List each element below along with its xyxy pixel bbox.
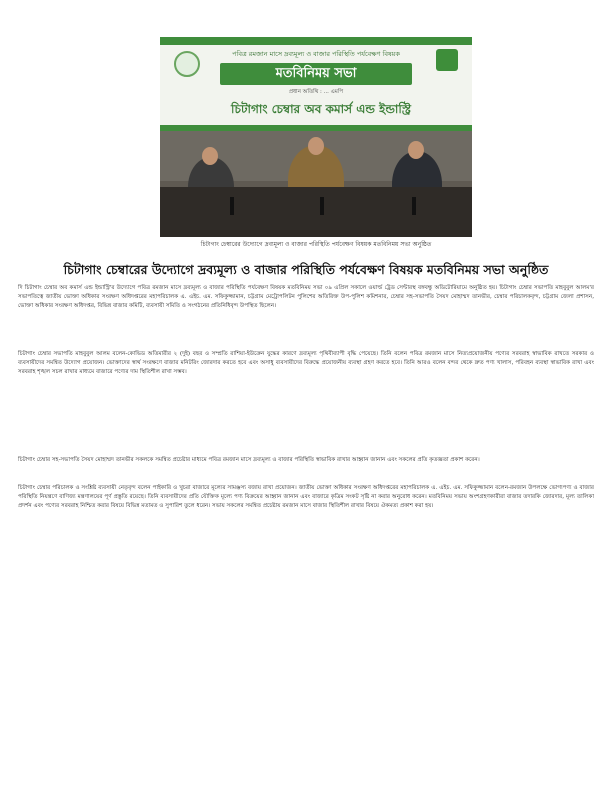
banner-top-stripe	[160, 37, 472, 45]
speaker-center-head	[308, 137, 324, 155]
speaker-right-head	[408, 141, 424, 159]
chamber-logo-icon	[174, 51, 200, 77]
article-headline: চিটাগাং চেম্বারের উদ্যোগে দ্রব্যমূল্য ও বাজার পরিস্থিতি পর্যবেক্ষণ বিষয়ক মতবিনিময় সভা অনুষ্ঠিত	[63, 262, 549, 277]
microphone-icon	[230, 197, 234, 215]
government-logo-icon	[436, 49, 458, 71]
article-paragraph: দি চিটাগাং চেম্বার অব কমার্স এন্ড ইন্ডাস্ট্রি'র উদ্যোগে পবিত্র রমজান মাসে দ্রব্যমূল্য ও বাজার পরিস্থিতি পর্যবেক্ষণ বিষয়ক মতবিনিময় সভা ০৯ এপ্রিল সকালে ওয়ার্ল্ড ট্রেড সেন্টারস্থ বঙ্গবন্ধু অডিটোরিয়ামে অনুষ্ঠিত হয়। চিটাগাং চেম্বার সভাপতি মাহবুবুল আলম'র সভাপতিত্বে জাতীয় ভোক্তা অধিকার সংরক্ষণ অধিদপ্তরের মহাপরিচালক এ. এইচ. এম. সফিকুজ্জামান, চট্টগ্রাম মেট্রোপলিটন পুলিশের অতিরিক্ত উপ-পুলিশ কমিশনার, চেম্বার সহ-সভাপতি সৈয়দ মোহাম্মদ তানভীর, চেম্বার পরিচালকবৃন্দ, চট্টগ্রাম জেলা প্রশাসন, ভোক্তা অধিকার সংরক্ষণ অধিদপ্তর, বিভিন্ন বাজার কমিটি, ব্যবসায়ী সমিতি ও সংগঠনের প্রতিনিধিবৃন্দ উপস্থিত ছিলেন।	[18, 285, 594, 310]
banner-title: মতবিনিময় সভা	[220, 63, 412, 85]
head-table	[160, 187, 472, 237]
event-photo	[160, 37, 472, 237]
banner-topline: পবিত্র রমজান মাসে দ্রব্যমূল্য ও বাজার পরিস্থিতি পর্যবেক্ষণ বিষয়ক	[232, 50, 400, 58]
microphone-icon	[412, 197, 416, 215]
article-paragraph: চিটাগাং চেম্বার সভাপতি মাহবুবুল আলম বলেন-কোভিড অতিমারীর ২ (দুই) বছর ও সম্প্রতি রাশিয়া-ইউক্রেন যুদ্ধের কারণে দ্রব্যমূল্য পৃথিবীব্যাপী বৃদ্ধি পেয়েছে। তিনি বলেন পবিত্র রমজান মাসে নিত্যপ্রয়োজনীয় পণ্যের সরবরাহ স্বাভাবিক রাখতে সরকার ও ব্যবসায়ীদের সমন্বিত উদ্যোগ প্রয়োজন। ভোক্তাদের স্বার্থ সংরক্ষণে বাজার মনিটরিং জোরদার করতে হবে এবং অসাধু ব্যবসায়ীদের বিরুদ্ধে প্রয়োজনীয় ব্যবস্থা গ্রহণ করতে হবে। তিনি আরও বলেন বন্দর থেকে দ্রুত পণ্য খালাস, পরিবহন ব্যবস্থা স্বাভাবিক রাখা এবং সরবরাহ শৃঙ্খল সচল রাখার মাধ্যমে বাজারে পণ্যের দাম স্থিতিশীল রাখা সম্ভব।	[18, 351, 594, 376]
banner-subline: প্রধান অতিথি : ... এমপি	[288, 89, 344, 95]
microphone-icon	[320, 197, 324, 215]
article-paragraph: চিটাগাং চেম্বার পরিচালক ও সংশ্লিষ্ট ব্যবসায়ী নেতৃবৃন্দ বলেন পাইকারি ও খুচরা বাজারে মূল্যের সামঞ্জস্য বজায় রাখা প্রয়োজন। জাতীয় ভোক্তা অধিকার সংরক্ষণ অধিদপ্তরের মহাপরিচালক এ. এইচ. এম. সফিকুজ্জামান বলেন-রমজান উপলক্ষে ভোগ্যপণ্য ও বাজার পরিস্থিতি নিয়ন্ত্রণে বাণিজ্য মন্ত্রণালয়ের পূর্ণ প্রস্তুতি রয়েছে। তিনি ব্যবসায়ীদের প্রতি যৌক্তিক মূল্যে পণ্য বিক্রয়ের আহ্বান জানান এবং বাজারে কৃত্রিম সংকট সৃষ্টি না করার অনুরোধ করেন। মতবিনিময় সভায় অংশগ্রহণকারীরা বাজার তদারকি জোরদার, মূল্য তালিকা প্রদর্শন এবং পণ্যের সরবরাহ নিশ্চিত করার বিষয়ে বিভিন্ন মতামত ও সুপারিশ তুলে ধরেন। সভায় সকলের সমন্বিত প্রচেষ্টায় রমজান মাসে বাজার স্থিতিশীল রাখার বিষয়ে ঐকমত্য প্রকাশ করা হয়।	[18, 485, 594, 510]
banner-organization: চিটাগাং চেম্বার অব কমার্স এন্ড ইন্ডাস্ট্রি	[231, 102, 411, 116]
photo-caption: চিটাগাং চেম্বারের উদ্যোগে দ্রব্যমূল্য ও বাজার পরিস্থিতি পর্যবেক্ষণ বিষয়ক মতবিনিময় সভা অনুষ্ঠিত	[200, 241, 432, 248]
article-paragraph: চিটাগাং চেম্বার সহ-সভাপতি সৈয়দ মোহাম্মদ তানভীর সকলকে সমন্বিত প্রচেষ্টার মাধ্যমে পবিত্র রমজান মাসে দ্রব্যমূল্য ও বাজার পরিস্থিতি স্বাভাবিক রাখার আহ্বান জানান এবং সকলের প্রতি কৃতজ্ঞতা প্রকাশ করেন।	[18, 457, 480, 463]
speaker-left-head	[202, 147, 218, 165]
